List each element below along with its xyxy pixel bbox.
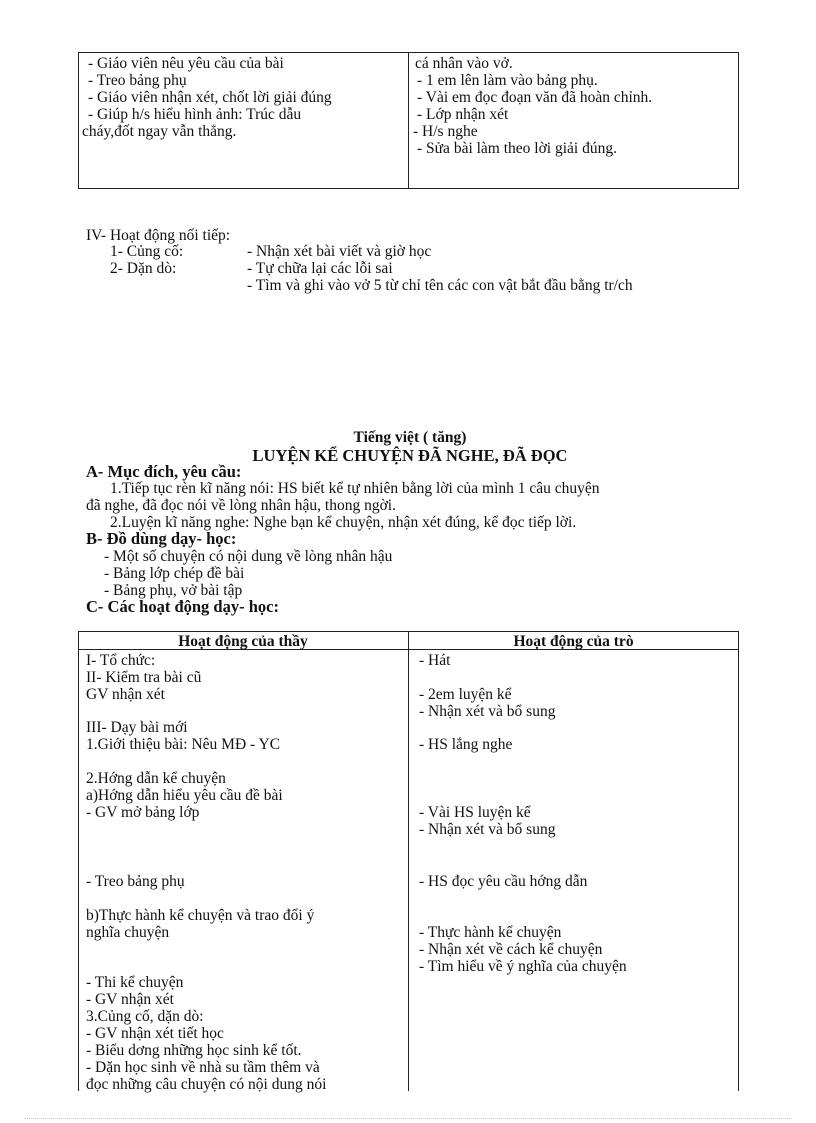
dan-do-label: 2- Dặn dò: [110, 260, 177, 277]
student-line: - Tìm hiểu về ý nghĩa của chuyện [419, 958, 627, 975]
header-teacher: Hoạt động của thầy [178, 633, 308, 650]
student-line: - Nhận xét và bổ sung [419, 821, 556, 838]
teacher-line: 2.Hớng dẫn kể chuyện [86, 770, 226, 787]
teacher-line: GV nhận xét [86, 686, 165, 703]
student-line: - Nhận xét về cách kể chuyện [419, 941, 603, 958]
top-right-line: - Lớp nhận xét [417, 106, 509, 123]
section-c-heading: C- Các hoạt động dạy- học: [86, 597, 279, 616]
teacher-line: 1.Giới thiệu bài: Nêu MĐ - YC [86, 736, 281, 753]
top-right-line: - Vài em đọc đoạn văn đã hoàn chỉnh. [417, 89, 653, 106]
section-iv-heading: IV- Hoạt động nối tiếp: [86, 227, 231, 244]
section-b-item: - Bảng phụ, vở bài tập [104, 582, 243, 599]
teacher-line: - GV nhận xét [86, 991, 174, 1008]
top-right-line: - H/s nghe [413, 123, 478, 140]
teacher-line: đọc những câu chuyện có nội dung nói [86, 1076, 327, 1093]
teacher-line: 3.Củng cố, dặn dò: [86, 1008, 204, 1025]
student-line: - 2em luyện kể [419, 686, 512, 703]
top-left-line: - Giúp h/s hiểu hình ảnh: Trúc dẫu [88, 106, 302, 123]
top-right-line: - Sửa bài làm theo lời giải đúng. [417, 140, 617, 157]
teacher-line: - Dặn học sinh về nhà su tầm thêm và [86, 1059, 320, 1076]
section-b-heading: B- Đồ dùng dạy- học: [86, 529, 237, 548]
teacher-line: I- Tổ chức: [86, 652, 156, 669]
top-left-line: cháy,đốt ngay vẫn thẳng. [82, 123, 237, 140]
cung-co-text: - Nhận xét bài viết và giờ học [247, 243, 432, 260]
header-student: Hoạt động của trò [513, 633, 634, 650]
section-b-item: - Một số chuyện có nội dung về lòng nhân hậu [104, 548, 393, 565]
dan-do-text: - Tìm và ghi vào vở 5 từ chỉ tên các con vật bắt đầu bằng tr/ch [247, 277, 633, 294]
student-line: - Vài HS luyện kể [419, 804, 531, 821]
lesson-subject: Tiếng việt ( tăng) [353, 429, 467, 446]
top-left-line: - Giáo viên nêu yêu cầu của bài [88, 55, 284, 72]
student-line: - Nhận xét và bổ sung [419, 703, 556, 720]
top-table-divider [408, 52, 409, 189]
dan-do-text: - Tự chữa lại các lỗi sai [247, 260, 393, 277]
section-b-item: - Bảng lớp chép đề bài [104, 565, 245, 582]
teacher-line: nghĩa chuyện [86, 924, 170, 941]
activity-table-divider [408, 631, 409, 1091]
teacher-line: III- Dạy bài mới [86, 719, 188, 736]
student-line: - HS lắng nghe [419, 736, 513, 753]
teacher-line: a)Hớng dẫn hiểu yêu cầu đề bài [86, 787, 283, 804]
section-a-item: 1.Tiếp tục rèn kĩ năng nói: HS biết kể tự nhiên bằng lời của mình 1 câu chuyện [110, 480, 600, 497]
section-a-item: 2.Luyện kĩ năng nghe: Nghe bạn kể chuyện, nhận xét đúng, kể đọc tiếp lời. [110, 514, 577, 531]
cung-co-label: 1- Củng cố: [110, 243, 184, 260]
student-line: - HS đọc yêu cầu hớng dẫn [419, 873, 588, 890]
student-line: - Hát [419, 652, 451, 669]
top-right-line: - 1 em lên làm vào bảng phụ. [417, 72, 598, 89]
top-left-line: - Treo bảng phụ [88, 72, 187, 89]
teacher-line: b)Thực hành kể chuyện và trao đổi ý [86, 907, 315, 924]
teacher-line: - Treo bảng phụ [86, 873, 185, 890]
teacher-line: II- Kiểm tra bài cũ [86, 669, 202, 686]
section-a-heading: A- Mục đích, yêu cầu: [86, 462, 242, 481]
student-line: - Thực hành kể chuyện [419, 924, 562, 941]
lesson-title: LUYỆN KỂ CHUYỆN ĐÃ NGHE, ĐÃ ĐỌC [252, 446, 568, 465]
teacher-line: - GV mở bảng lớp [86, 804, 200, 821]
section-a-item: đã nghe, đã đọc nói về lòng nhân hậu, thong ngời. [86, 497, 396, 514]
teacher-line: - Biểu dơng những học sinh kể tốt. [86, 1042, 302, 1059]
page-bottom-rule [24, 1118, 792, 1119]
teacher-line: - GV nhận xét tiết học [86, 1025, 224, 1042]
top-left-line: - Giáo viên nhận xét, chốt lời giải đúng [88, 89, 332, 106]
top-right-line: cá nhân vào vở. [415, 55, 513, 72]
teacher-line: - Thi kể chuyện [86, 974, 184, 991]
